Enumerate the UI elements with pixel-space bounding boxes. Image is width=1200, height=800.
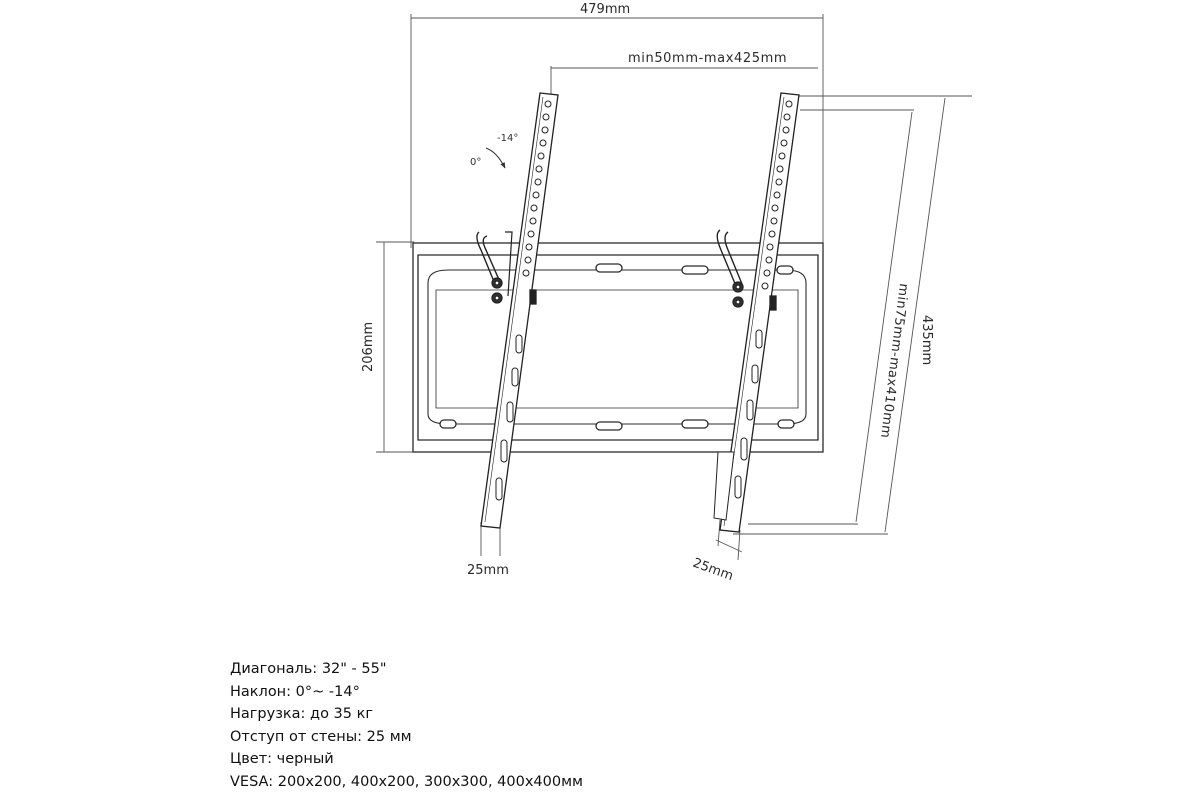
wall-gap-right-label: 25mm — [690, 555, 736, 585]
wall-gap-left-label: 25mm — [467, 563, 509, 578]
spec-label: Нагрузка: — [230, 706, 306, 723]
spec-row-diagonal — [230, 658, 583, 681]
spec-label: Цвет: — [230, 751, 273, 768]
spec-label: Диагональ: — [230, 661, 318, 677]
spec-value: 32" - 55" — [321, 661, 387, 677]
spec-row-vesa — [230, 771, 583, 794]
spec-label: Наклон: — [230, 683, 292, 700]
spec-row-color — [230, 748, 583, 771]
vesa-horizontal-label: min50mm-max425mm — [628, 51, 788, 66]
spec-label: VESA: — [230, 773, 274, 790]
tilt-start-label: 0° — [470, 157, 482, 168]
overall-width-label: 479mm — [580, 2, 631, 17]
tilt-indicator — [470, 133, 518, 168]
bracket-height-label: 435mm — [919, 315, 934, 366]
vesa-vertical-label: min75mm-max410mm — [877, 282, 911, 440]
spec-row-tilt — [230, 681, 583, 704]
spec-row-load — [230, 703, 583, 726]
spec-value: 200x200, 400x200, 300x300, 400x400мм — [277, 773, 583, 790]
spec-row-wall-offset — [230, 726, 583, 749]
plate-height-label: 206mm — [361, 321, 376, 372]
spec-value: 25 мм — [366, 728, 412, 745]
spec-label: Отступ от стены: — [230, 728, 363, 745]
spec-value: до 35 кг — [310, 706, 373, 723]
spec-value: 0°~ -14° — [295, 683, 360, 700]
spec-value: черный — [276, 751, 334, 768]
spec-list — [230, 658, 583, 794]
tilt-end-label: -14° — [497, 133, 519, 144]
